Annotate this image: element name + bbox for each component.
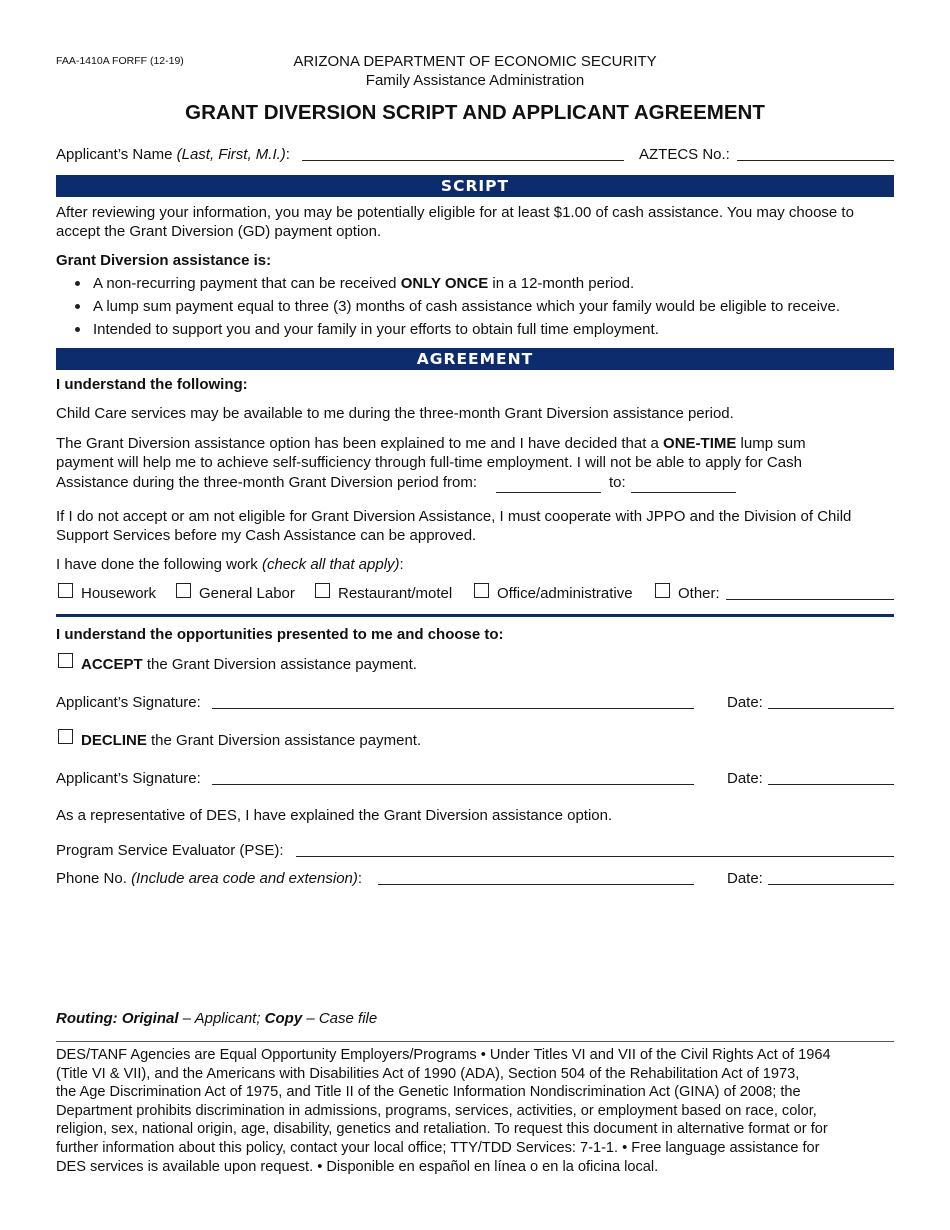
aztecs-label: AZTECS No.:	[639, 146, 730, 163]
other-field[interactable]	[726, 599, 894, 600]
script-heading: SCRIPT	[56, 175, 894, 197]
other-checkbox[interactable]	[655, 583, 670, 598]
accept-checkbox[interactable]	[58, 653, 73, 668]
restaurant-motel-checkbox[interactable]	[315, 583, 330, 598]
decline-label: DECLINE the Grant Diversion assistance payment.	[81, 732, 422, 749]
eeo-line: Department prohibits discrimination in admissions, programs, services, activities, or employment based on race, color,	[56, 1102, 817, 1119]
agreement-heading: AGREEMENT	[56, 348, 894, 370]
period-from-field[interactable]	[496, 492, 601, 493]
form-code: FAA-1410A FORFF (12-19)	[56, 55, 184, 67]
general-labor-checkbox[interactable]	[176, 583, 191, 598]
grant-list-heading: Grant Diversion assistance is:	[56, 252, 272, 269]
office-administrative-checkbox[interactable]	[474, 583, 489, 598]
eeo-line: DES services is available upon request. • Disponible en español en línea o en la oficina local.	[56, 1158, 659, 1175]
accept-date-label: Date:	[727, 694, 763, 711]
office-administrative-label: Office/administrative	[497, 585, 633, 602]
script-intro-line2: accept the Grant Diversion (GD) payment option.	[56, 223, 382, 240]
bullet-2: A lump sum payment equal to three (3) months of cash assistance which your family would be eligible to receive.	[93, 298, 841, 315]
decline-signature-field[interactable]	[212, 784, 694, 785]
eeo-line: DES/TANF Agencies are Equal Opportunity Employers/Programs • Under Titles VI and VII of the Civil Rights Act of 1964	[56, 1047, 831, 1063]
explained-line2: payment will help me to achieve self-sufficiency through full-time employment. I will not be able to apply for Cash	[56, 454, 802, 471]
accept-label: ACCEPT the Grant Diversion assistance payment.	[81, 656, 417, 673]
other-label: Other:	[678, 585, 720, 602]
cooperate-line1: If I do not accept or am not eligible for Grant Diversion Assistance, I must cooperate with JPPO and the Division of Child	[56, 508, 852, 525]
decision-heading: I understand the opportunities presented to me and choose to:	[56, 626, 504, 643]
explained-line1: The Grant Diversion assistance option has been explained to me and I have decided that a ONE-TIME lump sum	[56, 435, 806, 452]
restaurant-motel-label: Restaurant/motel	[338, 585, 453, 602]
applicant-name-field[interactable]	[302, 160, 624, 161]
phone-label: Phone No. (Include area code and extension):	[56, 870, 363, 887]
decline-signature-label: Applicant’s Signature:	[56, 770, 201, 787]
bullet-icon	[75, 304, 80, 309]
understand-heading: I understand the following:	[56, 376, 248, 393]
housework-label: Housework	[81, 585, 157, 602]
script-intro-line1: After reviewing your information, you may be potentially eligible for at least $1.00 of cash assistance. You may choose to	[56, 204, 854, 221]
agency-name: ARIZONA DEPARTMENT OF ECONOMIC SECURITY	[293, 53, 657, 70]
child-care-statement: Child Care services may be available to me during the three-month Grant Diversion assistance period.	[56, 405, 734, 422]
phone-field[interactable]	[378, 884, 694, 885]
phone-date-field[interactable]	[768, 884, 894, 885]
pse-label: Program Service Evaluator (PSE):	[56, 842, 284, 859]
section-divider	[56, 614, 894, 617]
page-title: GRANT DIVERSION SCRIPT AND APPLICANT AGREEMENT	[185, 101, 765, 124]
routing-note: Routing: Original – Applicant; Copy – Case file	[56, 1010, 378, 1027]
representative-statement: As a representative of DES, I have explained the Grant Diversion assistance option.	[56, 807, 613, 824]
housework-checkbox[interactable]	[58, 583, 73, 598]
accept-signature-field[interactable]	[212, 708, 694, 709]
accept-date-field[interactable]	[768, 708, 894, 709]
decline-checkbox[interactable]	[58, 729, 73, 744]
eeo-line: (Title VI & VII), and the Americans with Disabilities Act of 1990 (ADA), Section 504 of the Rehabilitation Act of 1973,	[56, 1065, 800, 1082]
work-done-label: I have done the following work (check all that apply):	[56, 556, 404, 573]
eeo-statement	[56, 1046, 916, 1176]
eeo-line: religion, sex, national origin, age, disability, genetics and retaliation. To request this document in alternative format or for	[56, 1121, 828, 1138]
applicant-name-label: Applicant’s Name (Last, First, M.I.):	[56, 146, 290, 163]
period-to-label: to:	[609, 474, 626, 491]
cooperate-line2: Support Services before my Cash Assistance can be approved.	[56, 527, 477, 544]
bullet-3: Intended to support you and your family in your efforts to obtain full time employment.	[93, 321, 659, 338]
period-to-field[interactable]	[631, 492, 736, 493]
pse-field[interactable]	[296, 856, 894, 857]
general-labor-label: General Labor	[199, 585, 295, 602]
accept-signature-label: Applicant’s Signature:	[56, 694, 201, 711]
eeo-line: the Age Discrimination Act of 1975, and Title II of the Genetic Information Nondiscrimination Act (GINA) of 2008; the	[56, 1084, 801, 1101]
phone-date-label: Date:	[727, 870, 763, 887]
bullet-icon	[75, 327, 80, 332]
footer-divider	[56, 1041, 894, 1042]
division-name: Family Assistance Administration	[365, 72, 585, 89]
decline-date-label: Date:	[727, 770, 763, 787]
explained-line3: Assistance during the three-month Grant Diversion period from:	[56, 474, 478, 491]
eeo-line: further information about this policy, contact your local office; TTY/TDD Services: 7-1-1. • Free language assistance for	[56, 1139, 820, 1156]
bullet-1: A non-recurring payment that can be received ONLY ONCE in a 12-month period.	[93, 275, 635, 292]
bullet-icon	[75, 281, 80, 286]
decline-date-field[interactable]	[768, 784, 894, 785]
aztecs-field[interactable]	[737, 160, 894, 161]
